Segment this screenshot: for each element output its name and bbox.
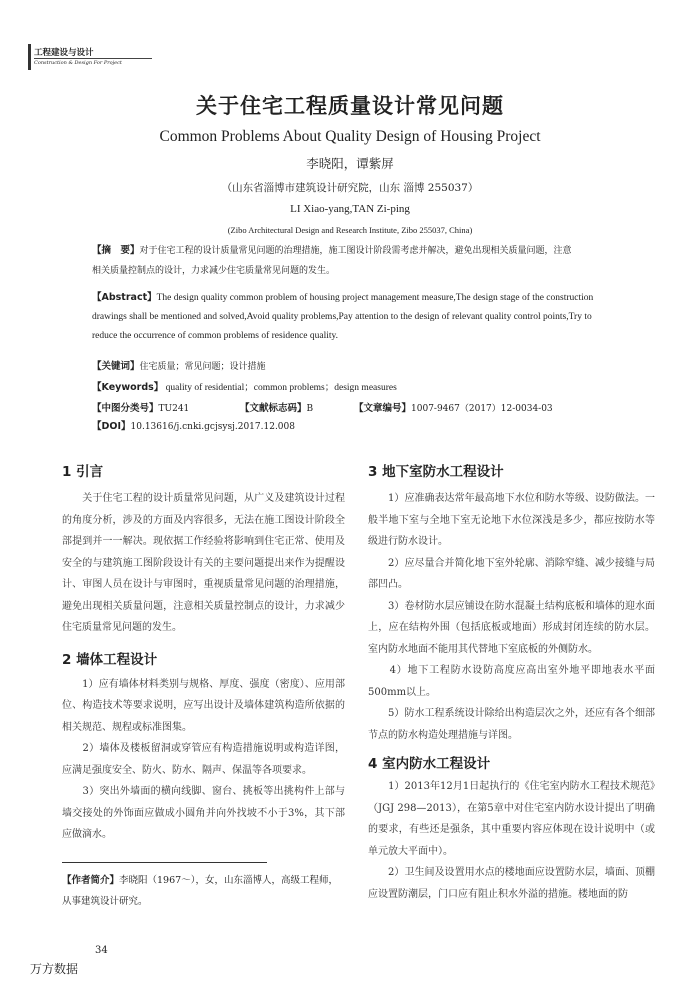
keywords-en-text: quality of residential；common problems；design measures	[163, 383, 397, 393]
affiliation-cn: （山东省淄博市建筑设计研究院，山东 淄博 255037）	[221, 182, 479, 194]
page-number: 34	[95, 945, 108, 956]
journal-name-en: Construction & Design For Project	[34, 58, 152, 66]
section-3-paragraph-1: 1）应准确表达常年最高地下水位和防水等级、设防做法。一般半地下室与全地下室无论地下水位深浅是多少，都应按防水等级进行防水设计。	[368, 493, 655, 547]
section-3-paragraph-3: 3）卷材防水层应铺设在防水混凝土结构底板和墙体的迎水面上，应在结构外围（包括底板或地面）形成封闭连续的防水层。室内防水地面不能用其代替地下室底板的外侧防水。	[368, 600, 655, 655]
paper-title-en: Common Problems About Quality Design of Housing Project	[159, 128, 541, 145]
authors-cn: 李晓阳，谭紫屏	[306, 156, 394, 171]
section-3-paragraph-4: 4）地下工程防水设防高度应高出室外地平即地表水平面500mm以上。	[368, 665, 655, 698]
abstract-en	[92, 288, 612, 346]
section-4-title: 4 室内防水工程设计	[368, 756, 491, 772]
journal-name-cn: 工程建设与设计	[34, 48, 94, 58]
keywords-cn	[92, 360, 612, 374]
clc-value: TU241	[158, 404, 190, 414]
abstract-cn-line1: 对于住宅工程的设计质量常见问题的治理措施，施工图设计阶段需考虑并解决，避免出现相关质量问题，注意	[139, 246, 572, 256]
section-2-title: 2 墙体工程设计	[62, 651, 158, 668]
footnote-divider	[62, 862, 267, 863]
section-3-paragraph-5: 5）防水工程系统设计除给出构造层次之外，还应有各个细部节点的防水构造处理措施与详图。	[368, 708, 655, 741]
article-number-value: 1007-9467（2017）12-0034-03	[411, 404, 553, 414]
authors-en: LI Xiao-yang,TAN Zi-ping	[290, 203, 410, 215]
keywords-en-label: 【Keywords】	[92, 382, 164, 393]
section-2-paragraph-3: 3）突出外墙面的横向线脚、窗台、挑板等出挑构件上部与墙交接处的外饰面应做成小圆角并向外找坡不小于3%，其下部应做滴水。	[62, 786, 345, 840]
abstract-cn	[92, 244, 612, 278]
right-column	[368, 460, 655, 905]
footnote-text: 李晓阳（1967～），女，山东淄博人，高级工程师，从事建筑设计研究。	[62, 875, 338, 907]
abstract-en-line2: drawings shall be mentioned and solved,Avoid quality problems,Pay attention to the design of relevant quality control points,Try to	[92, 312, 592, 322]
abstract-cn-line2: 相关质量控制点的设计，力求减少住宅质量常见问题的发生。	[92, 266, 336, 276]
classification-line	[92, 402, 652, 416]
section-2-paragraph-1: 1）应有墙体材料类别与规格、厚度、强度（密度）、应用部位、构造技术等要求说明，应写出设计及墙体建筑构造所依据的相关规范、规程或标准图集。	[62, 678, 345, 733]
affiliation-en: (Zibo Architectural Design and Research Institute, Zibo 255037, China)	[227, 225, 473, 235]
footnote-label: 【作者简介】	[62, 875, 120, 886]
section-1-title: 1 引言	[62, 464, 104, 480]
clc-label: 【中图分类号】	[92, 403, 159, 414]
doi-line	[92, 420, 612, 434]
abstract-cn-label: 【摘 要】	[92, 245, 140, 256]
section-3-title: 3 地下室防水工程设计	[368, 464, 504, 480]
section-4-paragraph-2: 2）卫生间及设置用水点的楼地面应设置防水层，墙面、顶棚应设置防潮层，门口应有阻止积水外溢的措施。楼地面的防	[368, 867, 655, 900]
doc-code-label: 【文献标志码】	[240, 403, 307, 414]
abstract-en-label: 【Abstract】	[92, 292, 157, 303]
abstract-en-line1: The design quality common problem of housing project management measure,The design stage of the construction	[156, 293, 594, 303]
paper-title-cn: 关于住宅工程质量设计常见问题	[196, 94, 504, 118]
journal-marker-bar	[28, 44, 31, 70]
section-4-paragraph-1: 1）2013年12月1日起执行的《住宅室内防水工程技术规范》（JGJ 298—2013），在第5章中对住宅室内防水设计提出了明确的要求，有些还是强条，其中重要内容应体现在设计说明中（或单元放大平面中）。	[368, 781, 655, 857]
left-column	[62, 460, 345, 846]
section-1-paragraph: 关于住宅工程的设计质量常见问题，从广义及建筑设计过程的角度分析，涉及的方面及内容很多，无法在施工图设计阶段全部提到并一一解决。现依据工作经验将影响到住宅正常、使用及安全的与建筑施工图阶段设计有关的主要问题提出来作为提醒设计、审图人员在设计与审图时，重视质量常见问题的治理措施，避免出现相关质量问题，注意相关质量控制点的设计，力求减少住宅质量常见问题的发生。	[62, 493, 345, 633]
keywords-en	[92, 378, 612, 398]
doi-label: 【DOI】	[92, 421, 131, 432]
author-bio-footnote	[62, 870, 345, 912]
keywords-cn-label: 【关键词】	[92, 361, 140, 372]
article-number-label: 【文章编号】	[354, 403, 412, 414]
section-3-paragraph-2: 2）应尽量合并简化地下室外轮廓、消除窄缝、减少接缝与局部凹凸。	[368, 557, 655, 590]
doi-value: 10.13616/j.cnki.gcjsysj.2017.12.008	[130, 422, 295, 432]
abstract-en-line3: reduce the occurrence of common problems of residence quality.	[92, 331, 339, 341]
wanfang-watermark: 万方数据	[30, 962, 79, 976]
doc-code-value: B	[306, 404, 314, 414]
keywords-cn-text: 住宅质量；常见问题；设计措施	[139, 362, 266, 372]
section-2-paragraph-2: 2）墙体及楼板留洞或穿管应有构造措施说明或构造详图，应满足强度安全、防火、防水、隔声、保温等各项要求。	[62, 743, 345, 776]
